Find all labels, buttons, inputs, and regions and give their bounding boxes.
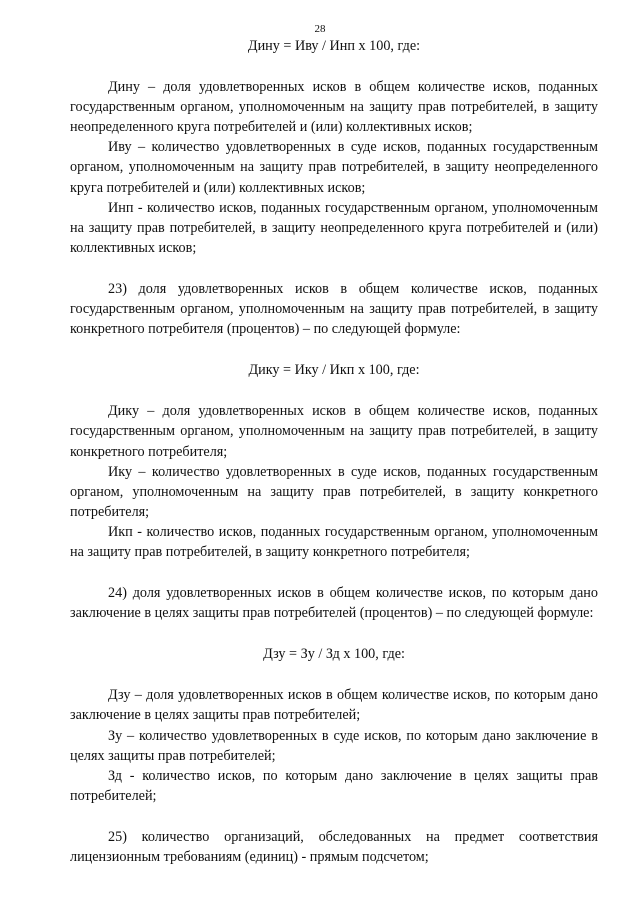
definition-iku: Ику – количество удовлетворенных в суде исков, поданных государственным органом, уполномоченным на защиту прав потребителей, в защиту конкретного потребителя; <box>70 463 598 520</box>
definition-dzu: Дзу – доля удовлетворенных исков в общем количестве исков, по которым дано заключение в целях защиты прав потребителей; <box>70 687 598 724</box>
spacer <box>70 562 598 583</box>
item-23: 23) доля удовлетворенных исков в общем количестве исков, поданных государственным органом, уполномоченным на защиту прав потребителей, в защиту конкретного потребителя (процентов) – по следующей формуле: <box>70 280 598 338</box>
formula-dzu: Дзу = Зу / Зд х 100, где: <box>263 646 405 663</box>
spacer <box>70 258 598 279</box>
definition-inp: Инп - количество исков, поданных государственным органом, уполномоченным на защиту прав потребителей, в защиту неопределенного круга потребителей и (или) коллективных исков; <box>70 199 598 256</box>
spacer <box>70 339 598 360</box>
definition-ikp: Икп - количество исков, поданных государственным органом, уполномоченным на защиту прав потребителей, в защиту конкретного потребителя; <box>70 523 598 560</box>
document-body <box>70 36 598 867</box>
item-24: 24) доля удовлетворенных исков в общем количестве исков, по которым дано заключение в целях защиты прав потребителей (процентов) – по следующей формуле: <box>70 585 598 622</box>
definition-diku: Дику – доля удовлетворенных исков в общем количестве исков, поданных государственным органом, уполномоченным на защиту прав потребителей, в защиту конкретного потребителя; <box>70 403 598 460</box>
item-25: 25) количество организаций, обследованных на предмет соответствия лицензионным требованиям (единиц) - прямым подсчетом; <box>70 828 598 865</box>
page-number: 28 <box>314 23 326 35</box>
definition-zu: Зу – количество удовлетворенных в суде исков, по которым дано заключение в целях защиты прав потребителей; <box>70 727 598 764</box>
spacer <box>70 56 598 77</box>
spacer <box>70 380 598 401</box>
formula-diny: Дину = Иву / Инп х 100, где: <box>247 38 421 54</box>
spacer <box>70 806 598 827</box>
spacer <box>70 664 598 685</box>
definition-diny: Дину – доля удовлетворенных исков в общем количестве исков, поданных государственным органом, уполномоченным на защиту прав потребителей, в защиту неопределенного круга потребителей и (или) коллективных исков; <box>70 79 598 136</box>
definition-iny: Иву – количество удовлетворенных в суде исков, поданных государственным органом, уполномоченным на защиту прав потребителей, в защиту неопределенного круга потребителей и (или) коллективных исков; <box>70 139 598 196</box>
spacer <box>70 623 598 644</box>
formula-diku: Дику = Ику / Икп х 100, где: <box>248 362 420 379</box>
definition-zd: Зд - количество исков, по которым дано заключение в целях защиты прав потребителей; <box>70 767 598 804</box>
